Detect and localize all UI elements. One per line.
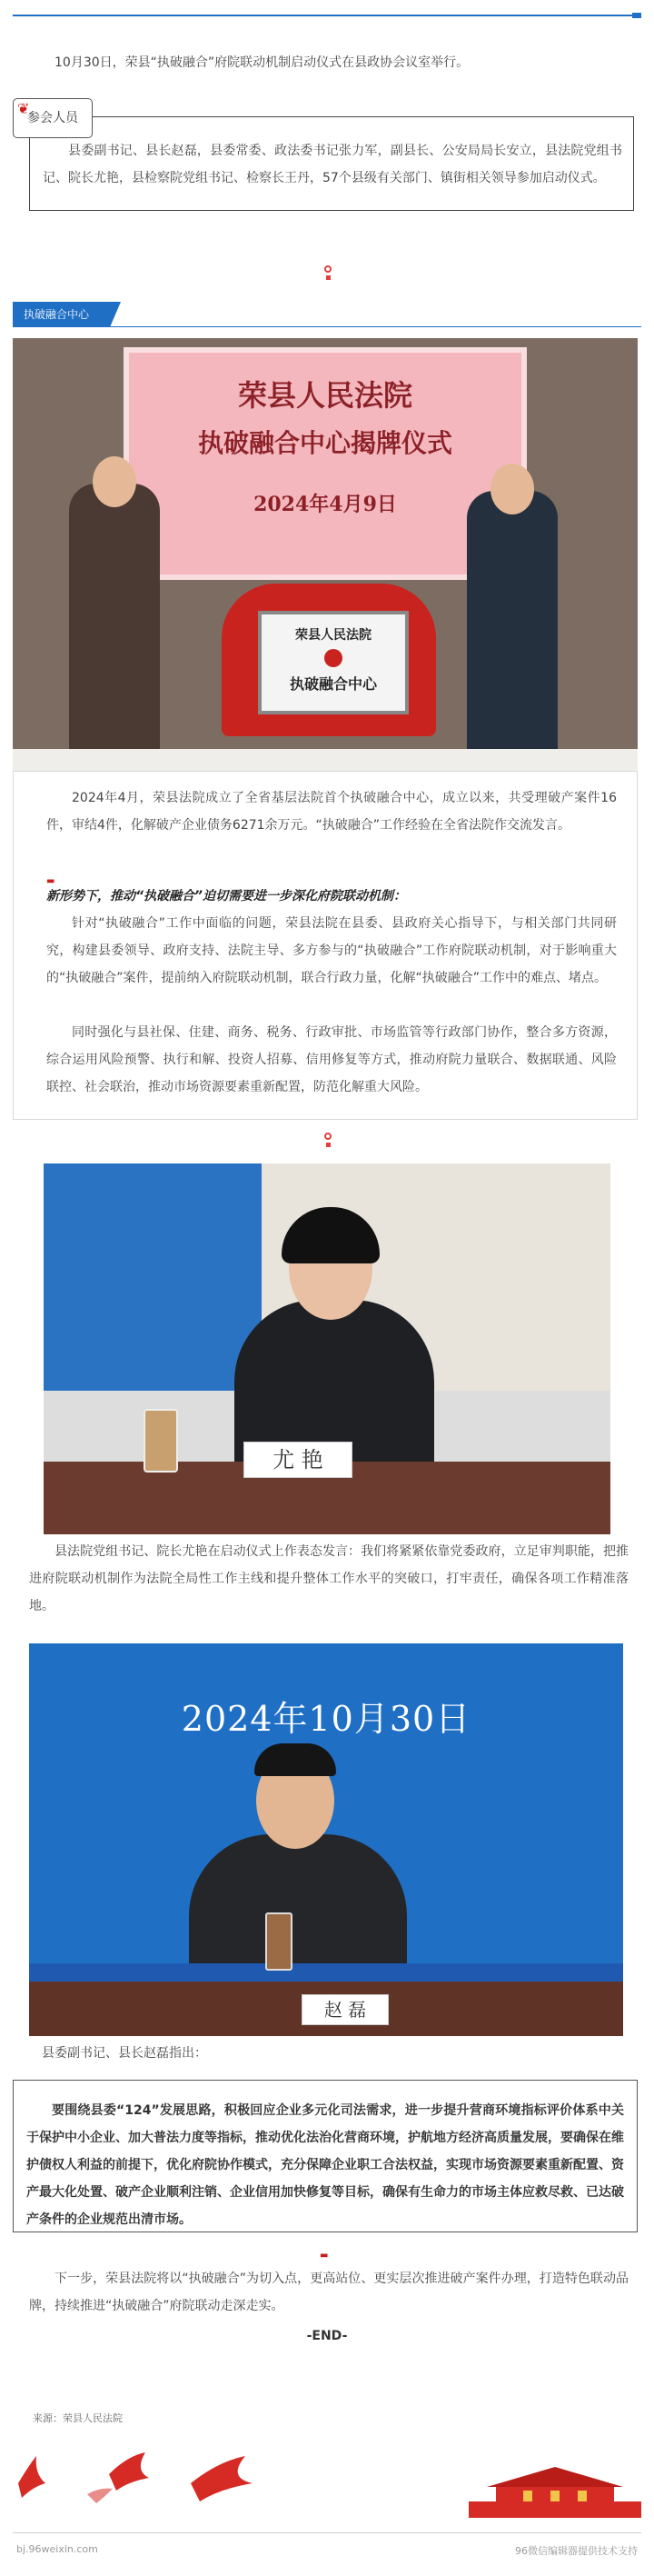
caption-president: 县法院党组书记、院长尤艳在启动仪式上作表态发言：我们将紧紧依靠党委政府，立足审判职能，把推进府院联动机制作为法院全局性工作主线和提升整体工作水平的突破口，打牢责任，确保各项工作精准落地。 [29,1544,629,1613]
tea-cup [144,1409,178,1473]
info-heading [46,876,617,910]
ornament-dot-icon [324,265,332,273]
person-right [467,491,558,756]
screen-subtitle: 执破融合中心揭牌仪式 [197,428,452,458]
footer-site[interactable]: bj.96weixin.com [16,2543,98,2555]
end-marker: -END- [306,2329,348,2343]
emblem-icon [324,649,342,667]
quote-text: 要围绕县委“124”发展思路，积极回应企业多元化司法需求，进一步提升营商环境指标评价体系中关于保护中小企业、加大普法力度等指标，推动优化法治化营商环境，护航地方经济高质量发展，要确保在维护债权人利益的前提下，优化府院协作模式，充分保障企业职工合法权益，实现市场资源要素重新配置、资产最大化处置、破产企业顺利注销、企业信用加快修复等目标，确保有生命力的市场主体应救尽救、已达破产条件的企业规范出清市场。 [26,2103,624,2227]
backdrop-date: 2024年10月30日 [181,1699,471,1739]
plaque-bottom-text: 执破融合中心 [289,675,377,693]
top-divider [13,15,641,16]
person-left-head [93,456,136,507]
leaf-icon: ❦ [17,100,30,117]
photo-unveiling-ceremony [13,338,638,771]
nameplate-zhao: 赵 磊 [302,1994,389,2025]
ceremony-table [13,749,638,771]
ornament-icon: ▬ [46,876,55,886]
section-line [13,326,641,327]
footer-credit: 96微信编辑器提供技术支持 [515,2545,638,2557]
attendees-tag-label: 参会人员 [27,111,78,125]
info-paragraph-3: 同时强化与县社保、住建、商务、税务、行政审批、市场监管等行政部门协作，整合多方资源，综合运用风险预警、执行和解、投资人招募、信用修复等方式，推动府院力量联合、数据联通、风险联控、社会联治，推动市场资源要素重新配置，防范化解重大风险。 [46,1025,617,1094]
doves-icon [9,2447,282,2511]
quote-box [13,2080,638,2232]
plaque-top-text: 荣县人民法院 [295,628,372,643]
attendees-tag [13,98,93,138]
tea-cup [265,1912,292,1971]
photo-president-speech [44,1163,610,1534]
section-header: 执破融合中心 [13,302,110,327]
footer-divider [13,2532,641,2533]
ornament-icon: ▬ [320,2251,329,2261]
screen-date: 2024年4月9日 [253,493,397,516]
ornament-dot-icon [324,1133,332,1140]
photo-county-head-speech [29,1643,623,2036]
intro-paragraph: 10月30日，荣县“执破融合”府院联动机制启动仪式在县政协会议室举行。 [54,55,470,70]
gate-tower-icon [469,2454,641,2518]
court-plaque [258,611,409,714]
nameplate-you: 尤 艳 [243,1442,352,1478]
info-paragraph-1: 2024年4月，荣县法院成立了全省基层法院首个执破融合中心，成立以来，共受理破产案件16件，审结4件，化解破产企业债务6271余万元。“执破融合”工作经验在全省法院作交流发言。 [46,791,617,833]
closing-paragraph: 下一步，荣县法院将以“执破融合”为切入点，更高站位、更实层次推进破产案件办理，打造特色联动品牌，持续推进“执破融合”府院联动走深走实。 [29,2271,629,2313]
attendees-text: 县委副书记、县长赵磊，县委常委、政法委书记张力军，副县长、公安局局长安立，县法院党组书记、院长尤艳，县检察院党组书记、检察长王丹，57个县级有关部门、镇街相关领导参加启动仪式。 [43,144,622,185]
blue-backdrop [44,1163,262,1391]
source-text: 来源：荣县人民法院 [33,2412,123,2424]
ornament-square-icon [326,1143,331,1147]
caption-county-head: 县委副书记、县长赵磊指出： [42,2046,207,2061]
speaker-hair [254,1743,336,1776]
person-right-head [490,464,534,514]
info-heading-text: 新形势下，推动“执破融合”迫切需要进一步深化府院联动机制： [46,889,407,904]
info-box [13,771,638,1120]
attendees-box [29,116,634,211]
ornament-square-icon [326,275,331,280]
screen-title: 荣县人民法院 [237,378,412,413]
person-left [69,484,160,756]
info-paragraph-2: 针对“执破融合”工作中面临的问题，荣县法院在县委、县政府关心指导下，与相关部门共同研究，构建县委领导、政府支持、法院主导、多方参与的“执破融合”工作府院联动机制，对于影响重大的“执破融合”案件，提前纳入府院联动机制，联合行政力量，化解“执破融合”工作中的难点、堵点。 [46,916,617,985]
